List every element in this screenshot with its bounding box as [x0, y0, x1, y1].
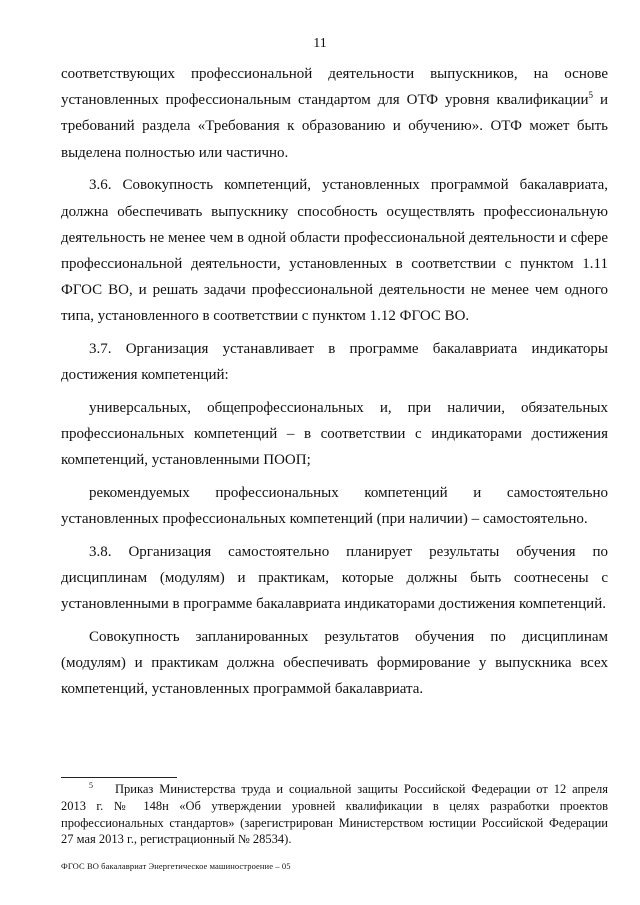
footnote-text: Приказ Министерства труда и социальной защиты Российской Федерации от 12 апреля 2013 г. № 148н «Об утверждении уровней квалификации в целях разработки проектов профессиональных стандартов» (зарегистрирован Министерством юстиции Российской Федерации 27 мая 2013 г., регистрационный № 28534). — [61, 782, 608, 847]
paragraph-3-6: 3.6. Совокупность компетенций, установленных программой бакалавриата, должна обеспечивать выпускнику способность осуществлять профессиональную деятельность не менее чем в одной области профессиональной деятельности и сфере профессиональной деятельности, установленных в соответствии с пунктом 1.11 ФГОС ВО, и решать задачи профессиональной деятельности не менее чем одного типа, установленного в соответствии с пунктом 1.12 ФГОС ВО. — [61, 177, 608, 325]
page-number: 11 — [313, 36, 327, 51]
paragraph-continuation — [61, 61, 608, 166]
footnote-mark: 5 — [89, 780, 93, 790]
paragraph-text-end: и требований раздела «Требования к образованию и обучению». ОТФ может быть выделена полностью или частично. — [61, 92, 608, 161]
document-body — [61, 61, 608, 709]
paragraph-summary: Совокупность запланированных результатов обучения по дисциплинам (модулям) и практикам должна обеспечивать формирование у выпускника всех компетенций, установленных программой бакалавриата. — [61, 629, 608, 698]
paragraph-3-7: 3.7. Организация устанавливает в программе бакалавриата индикаторы достижения компетенций: — [61, 341, 608, 384]
list-item-recommended-competencies: рекомендуемых профессиональных компетенций и самостоятельно установленных профессиональных компетенций (при наличии) – самостоятельно. — [61, 485, 608, 528]
page-footer: ФГОС ВО бакалавриат Энергетическое машиностроение – 05 — [61, 861, 291, 871]
footnote-reference[interactable]: 5 — [588, 90, 594, 101]
footnote-divider — [61, 777, 177, 778]
paragraph-3-8: 3.8. Организация самостоятельно планирует результаты обучения по дисциплинам (модулям) и практикам, которые должны быть соотнесены с установленными в программе бакалавриата индикаторами достижения компетенций. — [61, 543, 608, 613]
list-item-universal-competencies: универсальных, общепрофессиональных и, при наличии, обязательных профессиональных компетенций – в соответствии с индикаторами достижения компетенций, установленными ПООП; — [61, 399, 608, 469]
paragraph-text: соответствующих профессиональной деятельности выпускников, на основе установленных профессиональным стандартом для ОТФ уровня квалификации — [61, 66, 608, 109]
footnote — [61, 781, 608, 848]
